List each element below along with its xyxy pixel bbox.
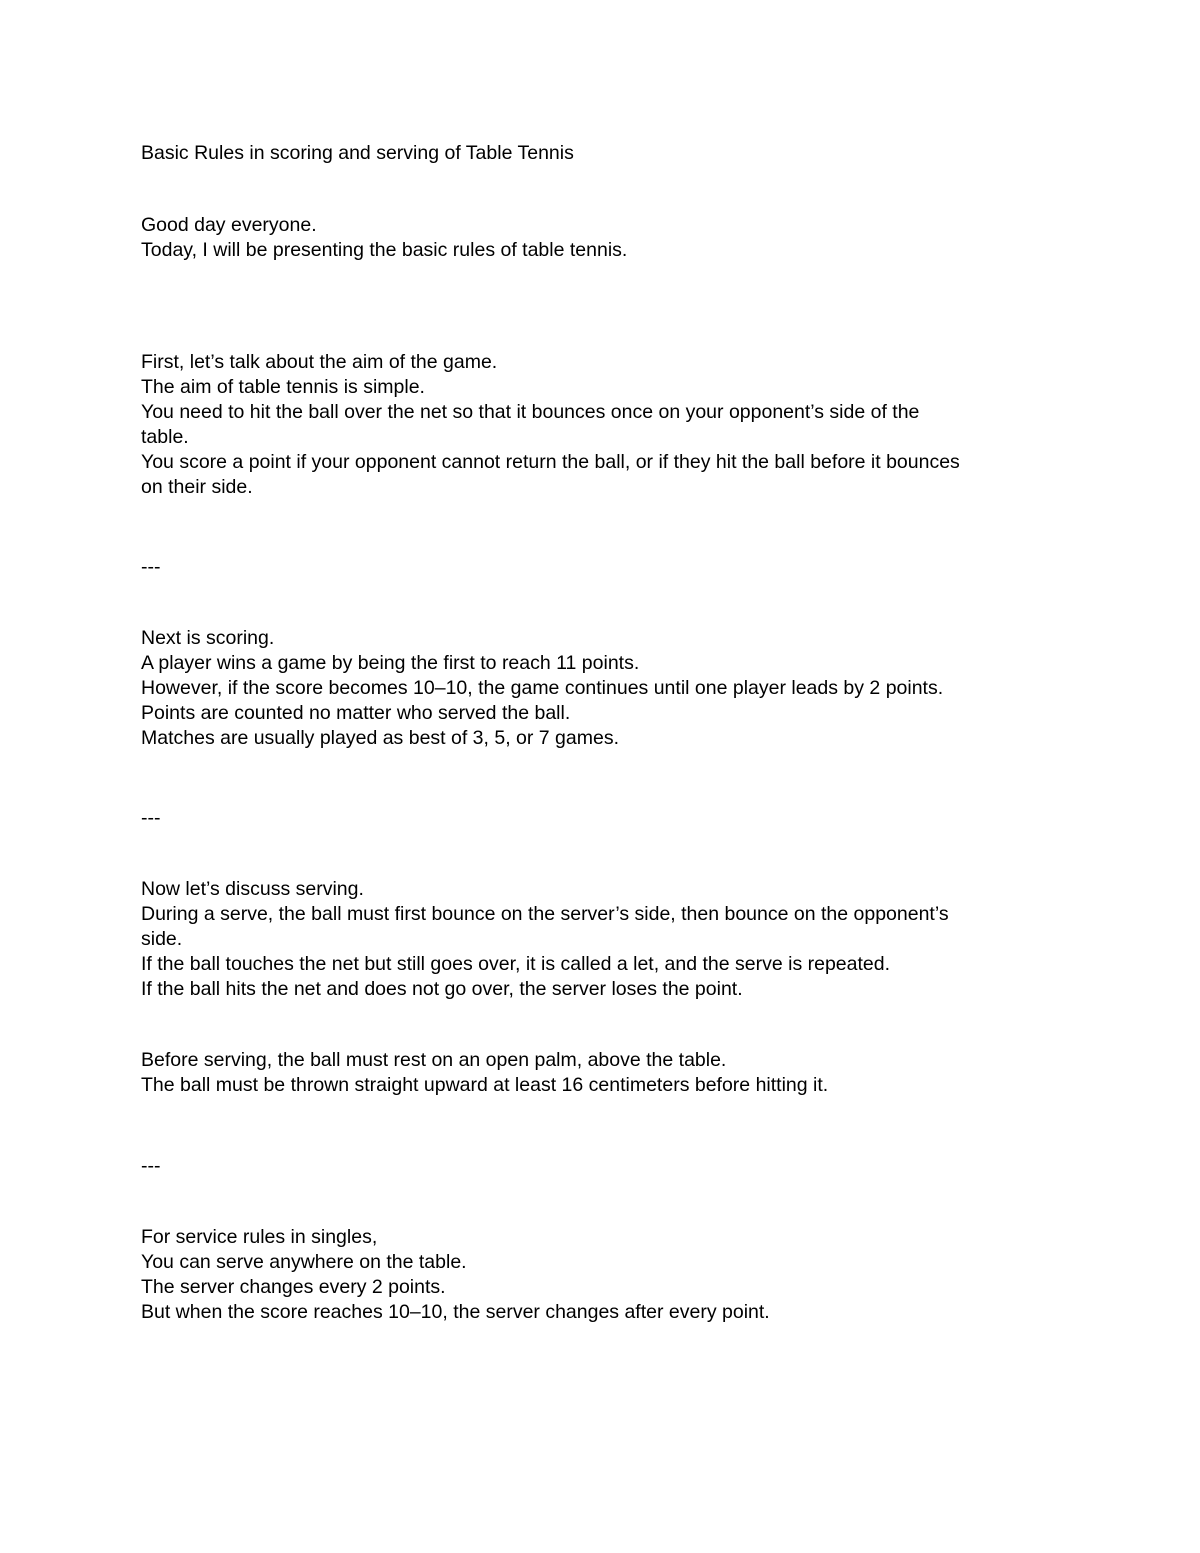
scoring-line: Next is scoring. <box>141 627 275 649</box>
singles-line: You can serve anywhere on the table. <box>141 1251 467 1273</box>
aim-line: on their side. <box>141 476 253 498</box>
scoring-line: Points are counted no matter who served the ball. <box>141 702 571 724</box>
scoring-line: However, if the score becomes 10–10, the game continues until one player leads by 2 points. <box>141 677 944 699</box>
aim-line: table. <box>141 426 189 448</box>
singles-line: The server changes every 2 points. <box>141 1276 446 1298</box>
document-title: Basic Rules in scoring and serving of Table Tennis <box>141 142 574 164</box>
serving-line: During a serve, the ball must first bounce on the server’s side, then bounce on the opponent’s <box>141 903 949 925</box>
singles-line: For service rules in singles, <box>141 1226 378 1248</box>
aim-line: You score a point if your opponent cannot return the ball, or if they hit the ball before it bounces <box>141 451 960 473</box>
intro-line: Good day everyone. <box>141 214 317 236</box>
toss-line: Before serving, the ball must rest on an open palm, above the table. <box>141 1049 727 1071</box>
serving-line: Now let’s discuss serving. <box>141 878 364 900</box>
singles-line: But when the score reaches 10–10, the server changes after every point. <box>141 1301 770 1323</box>
serving-line: If the ball touches the net but still goes over, it is called a let, and the serve is repeated. <box>141 953 891 975</box>
intro-line: Today, I will be presenting the basic rules of table tennis. <box>141 239 628 261</box>
serving-line: If the ball hits the net and does not go over, the server loses the point. <box>141 978 743 1000</box>
aim-line: The aim of table tennis is simple. <box>141 376 425 398</box>
section-separator: --- <box>141 807 161 829</box>
serving-line: side. <box>141 928 183 950</box>
aim-line: First, let’s talk about the aim of the game. <box>141 351 498 373</box>
aim-line: You need to hit the ball over the net so that it bounces once on your opponent’s side of the <box>141 401 920 423</box>
section-separator: --- <box>141 1155 161 1177</box>
section-separator: --- <box>141 556 161 578</box>
scoring-line: Matches are usually played as best of 3, 5, or 7 games. <box>141 727 620 749</box>
scoring-line: A player wins a game by being the first to reach 11 points. <box>141 652 640 674</box>
toss-line: The ball must be thrown straight upward at least 16 centimeters before hitting it. <box>141 1074 829 1096</box>
